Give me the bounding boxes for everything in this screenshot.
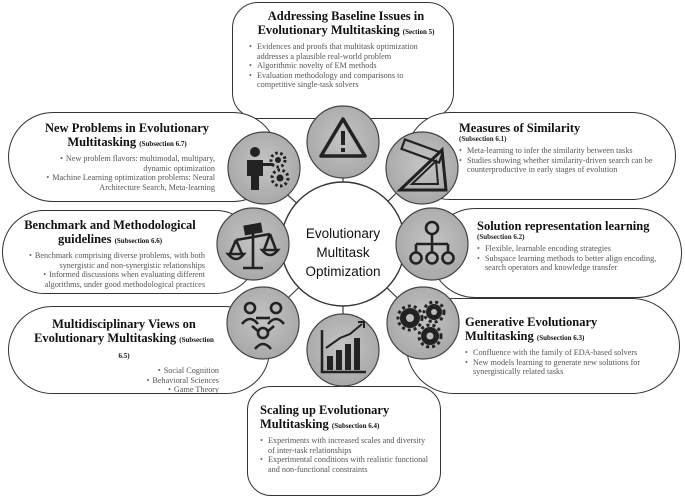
list-item: • Flexible, learnable encoding strategies — [477, 244, 671, 254]
warning-icon — [307, 106, 379, 178]
scales-icon — [217, 208, 289, 280]
box-title: Scaling up Evolutionary Multitasking (Subsection 6.4) — [260, 403, 390, 431]
list-item: • Informed discussions when evaluating different algorithms, under good methodological practices — [15, 270, 205, 289]
list-item: • Social Cognition — [29, 366, 219, 376]
person-gears-icon — [228, 132, 300, 204]
list-item: • Machine Learning optimization problems: Neural Architecture Search, Meta-learning — [39, 173, 215, 192]
list-item: • Experiments with increased scales and diversity of inter-task relationships — [260, 436, 430, 455]
list-item: • Confluence with the family of EDA-based solvers — [465, 348, 667, 358]
list-item: • Subspace learning methods to better align encoding, search operators and knowledge transfer — [477, 254, 671, 273]
bar-chart-icon — [307, 314, 379, 386]
list-item: • Benchmark comprising diverse problems, with both synergistic and non-synergistic relationships — [15, 251, 205, 270]
hierarchy-icon — [396, 208, 468, 280]
list-item: • New models learning to generate new solutions for synergistically related tasks — [465, 358, 667, 377]
list-item: • Algorithmic novelty of EM methods — [249, 61, 443, 71]
box-title: Multidisciplinary Views on Evolutionary Multitasking (Subsection 6.5) — [34, 317, 214, 360]
center-title: Evolutionary Multitask Optimization — [305, 226, 381, 279]
list-item: • Evaluation methodology and comparisons to competitive single-task solvers — [249, 71, 443, 90]
box-title: New Problems in Evolutionary Multitasking (Subsection 6.7) — [44, 121, 209, 149]
list-item: • Studies showing whether similarity-driven search can be counterproductive in early stages of evolution — [459, 156, 659, 175]
ruler-triangle-icon — [386, 132, 458, 204]
box-solution-representation: Solution representation learning (Subsection 6.2) • Flexible, learnable encoding strategies • Subspace learning methods to better align encoding, search operators and knowledge transfer — [430, 208, 682, 298]
list-item: • New problem flavors: multimodal, multipary, dynamic optimization — [39, 154, 215, 173]
people-network-icon — [227, 287, 299, 359]
box-title: Generative Evolutionary Multitasking (Subsection 6.3) — [465, 315, 598, 343]
box-title: Addressing Baseline Issues in Evolutionary Multitasking (Section 5) — [257, 9, 435, 37]
list-item: • Game Theory — [29, 385, 219, 395]
box-measures-similarity: Measures of Similarity (Subsection 6.1) • Meta-learning to infer the similarity between tasks • Studies showing whether similarity-driven search can be counterproductive in early stages of evolution — [406, 112, 676, 200]
list-item: • Experimental conditions with realistic functional and non-functional constraints — [260, 455, 430, 474]
gears-icon — [387, 287, 459, 359]
box-title: Measures of Similarity — [459, 121, 581, 135]
list-item: • Behavioral Sciences — [29, 376, 219, 386]
list-item: • Meta-learning to infer the similarity between tasks — [459, 146, 659, 156]
box-title: Solution representation learning — [477, 219, 650, 233]
box-title: Benchmark and Methodological guidelines (Subsection 6.6) — [24, 218, 196, 246]
list-item: • Evidences and proofs that multitask optimization addresses a plausible real-world problem — [249, 42, 443, 61]
